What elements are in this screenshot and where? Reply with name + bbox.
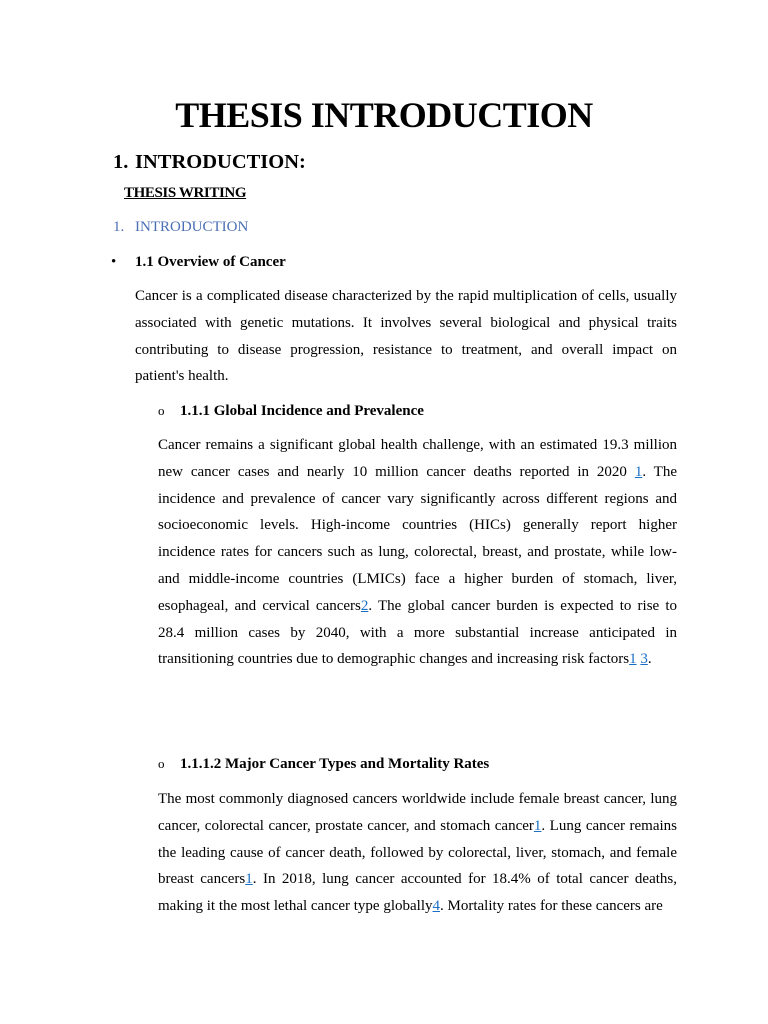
- section-heading-text: 1.1 Overview of Cancer: [135, 254, 286, 270]
- heading-number: 1.: [113, 151, 129, 173]
- subsection-heading-global-incidence: [158, 402, 424, 420]
- document-title: THESIS INTRODUCTION: [175, 95, 593, 135]
- toc-text: INTRODUCTION: [135, 219, 249, 235]
- paragraph-text: The most commonly diagnosed cancers worldwide include female breast cancer, lung cancer, colorectal cancer, prostate cancer, and stomach cancer: [158, 791, 677, 834]
- paragraph-global-incidence: [158, 432, 677, 673]
- list-marker: o: [158, 403, 165, 418]
- citation-link[interactable]: 2: [360, 597, 369, 614]
- heading-text: INTRODUCTION:: [135, 151, 306, 173]
- paragraph-text: .: [647, 651, 652, 668]
- heading-introduction: [113, 150, 306, 174]
- citation-link[interactable]: 1: [629, 651, 637, 668]
- paragraph-major-cancer-types: [158, 786, 677, 920]
- paragraph-text: Cancer remains a significant global health challenge, with an estimated 19.3 million new cancer cases and nearly 10 million cancer deaths reported in 2020: [158, 437, 677, 480]
- citation-link[interactable]: 4: [432, 898, 441, 915]
- paragraph-text: . The global cancer burden is expected to rise to 28.4 million cases by 2040, with a more substantial increase anticipated in transitioning countries due to demographic changes and increasing risk factors: [158, 597, 677, 668]
- section-heading-overview: [111, 253, 286, 271]
- citation-link[interactable]: 1: [533, 817, 542, 834]
- citation-link[interactable]: 1: [634, 463, 643, 480]
- citation-link[interactable]: 3: [640, 651, 648, 668]
- bullet-marker: •: [111, 254, 117, 270]
- paragraph-text: . In 2018, lung cancer accounted for 18.4% of total cancer deaths, making it the most lethal cancer type globally: [158, 871, 677, 915]
- paragraph-overview: Cancer is a complicated disease characterized by the rapid multiplication of cells, usually associated with genetic mutations. It involves several biological and physical traits contributing to disease progression, resistance to treatment, and overall impact on patient's health.: [135, 288, 677, 385]
- paragraph-text: . Mortality rates for these cancers are: [440, 898, 663, 915]
- toc-number: 1.: [113, 219, 125, 235]
- subtitle-thesis-writing: THESIS WRITING: [124, 185, 247, 201]
- paragraph-text: . Lung cancer remains the leading cause of cancer death, followed by colorectal, liver, stomach, and female breast cancers: [158, 817, 677, 888]
- toc-entry-introduction[interactable]: [113, 218, 248, 236]
- citation-link[interactable]: 1: [245, 871, 253, 888]
- subsection-heading-text: 1.1.1.2 Major Cancer Types and Mortality Rates: [180, 756, 490, 772]
- paragraph-text: . The incidence and prevalence of cancer vary significantly across different regions and socioeconomic levels. High-income countries (HICs) generally report higher incidence rates for cancers such as lung, colorectal, breast, and prostate, while low- and middle-income countries (LMICs) face a higher burden of stomach, liver, esophageal, and cervical cancers: [158, 463, 677, 614]
- subsection-heading-text: 1.1.1 Global Incidence and Prevalence: [180, 403, 424, 419]
- list-marker: o: [158, 756, 165, 771]
- subsection-heading-major-cancer-types: [158, 755, 489, 773]
